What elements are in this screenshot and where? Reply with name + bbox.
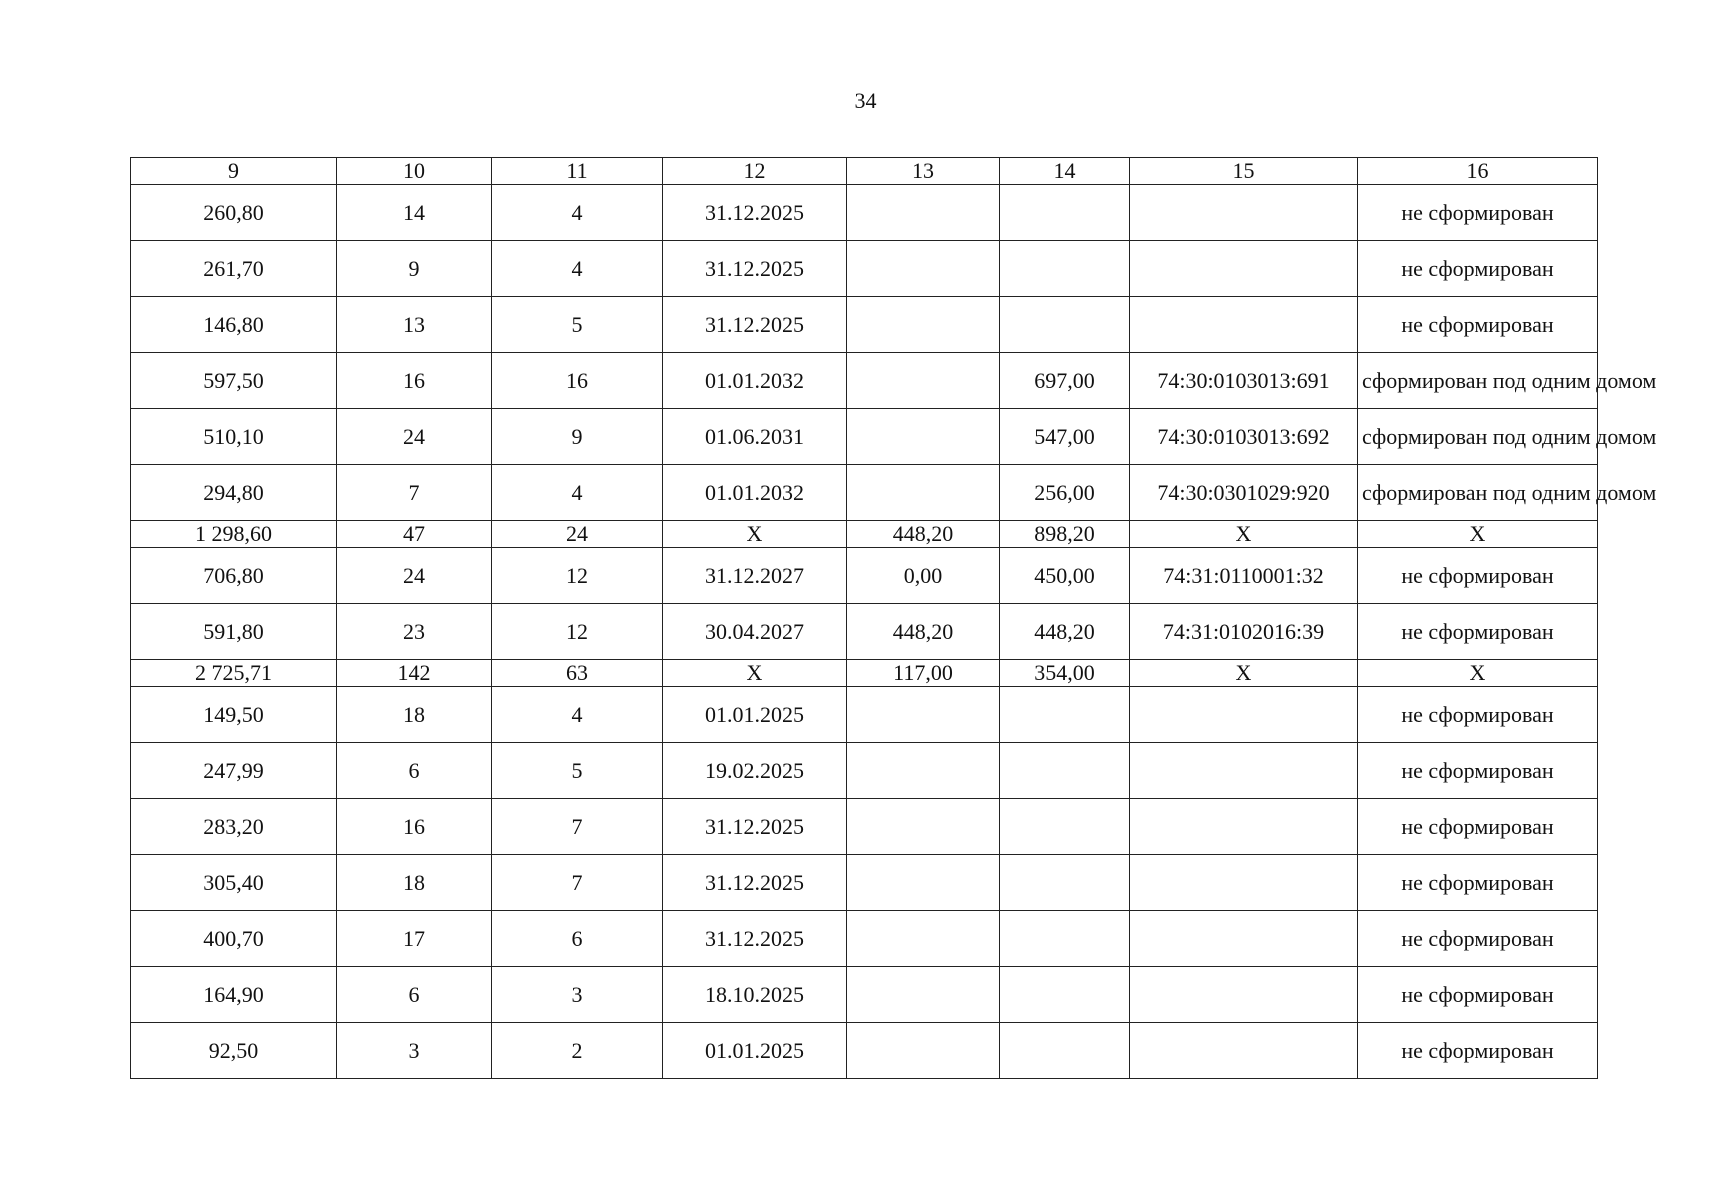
table-cell: X bbox=[1130, 521, 1358, 548]
table-row bbox=[131, 799, 1598, 855]
table-row bbox=[131, 465, 1598, 521]
table-row bbox=[131, 1023, 1598, 1079]
table-cell: 24 bbox=[337, 548, 492, 604]
table-cell: 547,00 bbox=[1000, 409, 1130, 465]
table-cell bbox=[1130, 799, 1358, 855]
table-cell bbox=[847, 1023, 1000, 1079]
table-row bbox=[131, 241, 1598, 297]
table-body bbox=[131, 185, 1657, 1079]
table-cell: сформирован под одним домом bbox=[1358, 353, 1598, 409]
table-cell: 13 bbox=[337, 297, 492, 353]
table-cell: 63 bbox=[492, 660, 663, 687]
table-cell: 7 bbox=[492, 799, 663, 855]
table-cell: 450,00 bbox=[1000, 548, 1130, 604]
table-cell bbox=[1000, 297, 1130, 353]
table-cell: не сформирован bbox=[1358, 687, 1598, 743]
table-cell bbox=[1130, 967, 1358, 1023]
table-cell: 01.01.2025 bbox=[663, 687, 847, 743]
table-cell: 706,80 bbox=[131, 548, 337, 604]
table-cell bbox=[847, 687, 1000, 743]
table-cell: 448,20 bbox=[847, 521, 1000, 548]
table-row bbox=[131, 548, 1598, 604]
table-cell: 3 bbox=[492, 967, 663, 1023]
table-cell: 9 bbox=[337, 241, 492, 297]
table-cell: 305,40 bbox=[131, 855, 337, 911]
table-cell: 31.12.2025 bbox=[663, 799, 847, 855]
table-cell: 2 bbox=[492, 1023, 663, 1079]
table-cell: 6 bbox=[337, 967, 492, 1023]
table-cell: 16 bbox=[337, 799, 492, 855]
table-cell: 400,70 bbox=[131, 911, 337, 967]
table-cell: 7 bbox=[492, 855, 663, 911]
subtotal-row bbox=[131, 521, 1598, 548]
table-row bbox=[131, 743, 1598, 799]
table-cell bbox=[847, 297, 1000, 353]
column-header: 11 bbox=[492, 158, 663, 185]
table-cell: 354,00 bbox=[1000, 660, 1130, 687]
table-cell: не сформирован bbox=[1358, 241, 1598, 297]
table-cell: 31.12.2027 bbox=[663, 548, 847, 604]
table-cell: 16 bbox=[337, 353, 492, 409]
table-cell: 12 bbox=[492, 548, 663, 604]
table-row bbox=[131, 409, 1598, 465]
table-cell: не сформирован bbox=[1358, 967, 1598, 1023]
table-cell bbox=[1130, 855, 1358, 911]
table-cell: 164,90 bbox=[131, 967, 337, 1023]
table-cell bbox=[1000, 911, 1130, 967]
table-cell bbox=[1000, 855, 1130, 911]
table-cell bbox=[1130, 297, 1358, 353]
table-cell: сформирован под одним домом bbox=[1358, 409, 1598, 465]
table-cell: 5 bbox=[492, 743, 663, 799]
table-row bbox=[131, 604, 1598, 660]
table-cell: 74:31:0102016:39 bbox=[1130, 604, 1358, 660]
table-cell bbox=[847, 409, 1000, 465]
table-cell: 5 bbox=[492, 297, 663, 353]
table-cell: 19.02.2025 bbox=[663, 743, 847, 799]
table-cell: не сформирован bbox=[1358, 548, 1598, 604]
page-number: 34 bbox=[854, 88, 877, 113]
table-cell: 74:30:0103013:692 bbox=[1130, 409, 1358, 465]
column-header: 9 bbox=[131, 158, 337, 185]
table-row bbox=[131, 855, 1598, 911]
table-cell bbox=[847, 911, 1000, 967]
table-cell: 9 bbox=[492, 409, 663, 465]
table-cell: 261,70 bbox=[131, 241, 337, 297]
table-row bbox=[131, 687, 1598, 743]
table-cell bbox=[847, 855, 1000, 911]
table-cell bbox=[1130, 185, 1358, 241]
table-cell: 6 bbox=[492, 911, 663, 967]
table-cell: 3 bbox=[337, 1023, 492, 1079]
table-cell: 31.12.2025 bbox=[663, 911, 847, 967]
table-cell: 510,10 bbox=[131, 409, 337, 465]
column-header: 10 bbox=[337, 158, 492, 185]
table-cell: 16 bbox=[492, 353, 663, 409]
table-cell: не сформирован bbox=[1358, 911, 1598, 967]
table-cell: 01.06.2031 bbox=[663, 409, 847, 465]
table-cell: 4 bbox=[492, 241, 663, 297]
table-cell: 247,99 bbox=[131, 743, 337, 799]
table-cell: 74:31:0110001:32 bbox=[1130, 548, 1358, 604]
table-cell: 4 bbox=[492, 465, 663, 521]
table-cell bbox=[847, 743, 1000, 799]
table-cell: 18 bbox=[337, 687, 492, 743]
table-cell: сформирован под одним домом bbox=[1358, 465, 1598, 521]
data-table bbox=[130, 157, 1657, 1079]
table-cell: 30.04.2027 bbox=[663, 604, 847, 660]
table-cell: 256,00 bbox=[1000, 465, 1130, 521]
table-cell: 283,20 bbox=[131, 799, 337, 855]
table-cell: 18 bbox=[337, 855, 492, 911]
table-cell: 18.10.2025 bbox=[663, 967, 847, 1023]
table-cell: 74:30:0103013:691 bbox=[1130, 353, 1358, 409]
column-header: 15 bbox=[1130, 158, 1358, 185]
table-cell: X bbox=[663, 521, 847, 548]
table-cell: X bbox=[663, 660, 847, 687]
table-cell: 448,20 bbox=[1000, 604, 1130, 660]
table-cell: не сформирован bbox=[1358, 185, 1598, 241]
table-cell bbox=[847, 967, 1000, 1023]
table-cell bbox=[847, 185, 1000, 241]
table-cell: 92,50 bbox=[131, 1023, 337, 1079]
table-cell: 146,80 bbox=[131, 297, 337, 353]
table-cell bbox=[1000, 185, 1130, 241]
table-cell: 448,20 bbox=[847, 604, 1000, 660]
table-cell: 23 bbox=[337, 604, 492, 660]
table-cell: 14 bbox=[337, 185, 492, 241]
table-cell: не сформирован bbox=[1358, 743, 1598, 799]
table-cell bbox=[1130, 1023, 1358, 1079]
table-cell: 01.01.2032 bbox=[663, 353, 847, 409]
table-row bbox=[131, 353, 1598, 409]
column-header: 12 bbox=[663, 158, 847, 185]
table-cell: 142 bbox=[337, 660, 492, 687]
table-cell: не сформирован bbox=[1358, 855, 1598, 911]
table-cell: не сформирован bbox=[1358, 297, 1598, 353]
table-cell: 31.12.2025 bbox=[663, 241, 847, 297]
table-cell: не сформирован bbox=[1358, 799, 1598, 855]
table-cell bbox=[1130, 911, 1358, 967]
table-cell: 898,20 bbox=[1000, 521, 1130, 548]
table-cell: X bbox=[1358, 521, 1598, 548]
table-cell: 6 bbox=[337, 743, 492, 799]
table-cell bbox=[1000, 967, 1130, 1023]
table-cell: 117,00 bbox=[847, 660, 1000, 687]
table-cell: 697,00 bbox=[1000, 353, 1130, 409]
table-cell bbox=[847, 799, 1000, 855]
table-cell bbox=[1130, 241, 1358, 297]
table-cell: 597,50 bbox=[131, 353, 337, 409]
table-cell: 74:30:0301029:920 bbox=[1130, 465, 1358, 521]
table-cell: 7 bbox=[337, 465, 492, 521]
table-cell bbox=[1000, 799, 1130, 855]
table-cell: 260,80 bbox=[131, 185, 337, 241]
table-cell: не сформирован bbox=[1358, 1023, 1598, 1079]
table-cell: 0,00 bbox=[847, 548, 1000, 604]
table-cell: 01.01.2025 bbox=[663, 1023, 847, 1079]
table-row bbox=[131, 185, 1598, 241]
table-cell: 31.12.2025 bbox=[663, 185, 847, 241]
table-cell: 24 bbox=[492, 521, 663, 548]
table-cell: 24 bbox=[337, 409, 492, 465]
table-cell bbox=[1000, 1023, 1130, 1079]
column-header: 14 bbox=[1000, 158, 1130, 185]
table-cell: X bbox=[1130, 660, 1358, 687]
table-cell: X bbox=[1358, 660, 1598, 687]
table-row bbox=[131, 911, 1598, 967]
table-cell: 4 bbox=[492, 687, 663, 743]
subtotal-row bbox=[131, 660, 1598, 687]
table-cell: 294,80 bbox=[131, 465, 337, 521]
table-cell: 31.12.2025 bbox=[663, 297, 847, 353]
table-cell bbox=[1000, 241, 1130, 297]
table-cell: 149,50 bbox=[131, 687, 337, 743]
table-cell: 17 bbox=[337, 911, 492, 967]
table-cell bbox=[1130, 743, 1358, 799]
table-cell: 2 725,71 bbox=[131, 660, 337, 687]
table-cell bbox=[1000, 743, 1130, 799]
table-cell: 47 bbox=[337, 521, 492, 548]
table-cell: 1 298,60 bbox=[131, 521, 337, 548]
table-cell: не сформирован bbox=[1358, 604, 1598, 660]
column-header: 13 bbox=[847, 158, 1000, 185]
table-row bbox=[131, 967, 1598, 1023]
table-cell: 01.01.2032 bbox=[663, 465, 847, 521]
table-cell: 12 bbox=[492, 604, 663, 660]
table-cell bbox=[1000, 687, 1130, 743]
table-cell bbox=[847, 465, 1000, 521]
table-cell bbox=[847, 241, 1000, 297]
table-row bbox=[131, 297, 1598, 353]
table-cell bbox=[847, 353, 1000, 409]
table-cell: 591,80 bbox=[131, 604, 337, 660]
column-number-row bbox=[131, 158, 1598, 185]
table-cell: 31.12.2025 bbox=[663, 855, 847, 911]
column-header: 16 bbox=[1358, 158, 1598, 185]
table-cell bbox=[1130, 687, 1358, 743]
table-cell: 4 bbox=[492, 185, 663, 241]
